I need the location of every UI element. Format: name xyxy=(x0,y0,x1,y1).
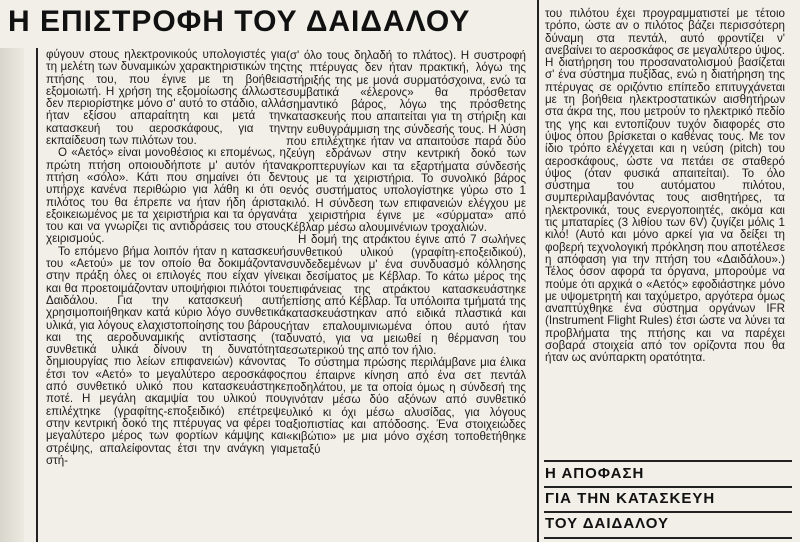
subhead-line-2: ΓΙΑ ΤΗΝ ΚΑΤΑΣΚΕΥΗ xyxy=(545,490,716,507)
paragraph: Το επόμενο βήμα λοιπόν ήταν η κατασκευή του «Αετού» με τον οποίο θα δοκιμάζονταν στην πράξη όλες οι επιλογές που είχαν γίνει και θα προετοιμάζονταν υποψήφιοι πιλότοι του Δαιδάλου. Για την κατασκευή αυτή χρησιμοποιήθηκαν κατά κύριο λόγο συνθετικά υλικά, για λόγους ελαχιστοποίησης του βάρους και της αεροδυναμικής αντίστασης (τα συνθετικά υλικά δίνουν τη δυνατότητα δημιουργίας πιο λείων επιφανειών) κάνοντας έτσι τον «Αετό» το μεγαλύτερο αεροσκάφος από συνθετικό υλικό που κατασκευάστηκε ποτέ. Η μεγάλη ακαμψία του υλικού που επιλέχτηκε (γραφίτης-εποξειδικό) επέτρεψε στην κεντρική δοκό της πτέρυγας να φέρει το μεγαλύτερο μέρος των φορτίων κάμψης και στρέψης, απαλείφοντας έτσι την ανάγκη για στή- xyxy=(46,244,286,467)
article-column-1 xyxy=(46,49,286,467)
headline: Η ΕΠΙΣΤΡΟΦΗ ΤΟΥ ΔΑΙΔΑΛΟΥ xyxy=(8,5,471,38)
paragraph: φύγουν στους ηλεκτρονικούς υπολογιστές για τη μελέτη των δυναμικών χαρακτηριστικών της πτήσης του, που έγινε με τη βοήθεια εξομοιωτή. Η χρήση της εξομοίωσης άλλωστε δεν περιορίστηκε μόνο σ' αυτό το στάδιο, αλλά ήταν εξίσου απαραίτητη και μετά την κατασκευή του αεροσκάφους, για την εκπαίδευση των πιλότων του. xyxy=(46,48,286,148)
article-column-3 xyxy=(545,8,785,365)
subhead-rule-bottom xyxy=(544,537,792,539)
paragraph: Το σύστημα πρώσης περιλάμβανε μια έλικα που έπαιρνε κίνηση από ένα σετ πεντάλ ποδηλάτου, με τα οποία όμως η σύνδεσή της γινόταν μέσω δύο αξόνων από συνθετικό υλικό κι όχι μέσω αλυσίδας, για λόγους αξιοπιστίας και απόδοσης. Ένα στοιχειώδες «κιβώτιο» με μια μόνο σχέση τοποθετήθηκε μεταξύ xyxy=(286,356,526,456)
paragraph: Ο «Αετός» είναι μονοθέσιος κι επομένως, η πρώτη πτήση οποιουδήποτε μ' αυτόν ήταν πτήση «σόλο». Κάτι που σημαίνει ότι δεν υπήρχε κανένα περιθώριο για λάθη κι ότι ο πιλότος του θα έπρεπε να ήταν ήδη άριστα εξοικειωμένος με τα χειριστήρια και τα όργανά του και να γνωρίζει τις αντιδράσεις του στους χειρισμούς. xyxy=(46,146,286,246)
page-margin xyxy=(0,48,24,542)
column-rule-right xyxy=(537,0,539,542)
subhead-line-1: Η ΑΠΟΦΑΣΗ xyxy=(545,465,645,482)
subhead-rule-top xyxy=(544,460,792,462)
column-rule-left xyxy=(36,48,38,542)
paragraph: Η δομή της ατράκτου έγινε από 7 σωλήνες συνθετικού υλικού (γραφίτη-εποξειδικού), συνδεδεμένων μ' ένα συνδυασμό κόλλησης και δεσίματος με Κέβλαρ. Το κάτω μέρος της επιφάνειας της ατράκτου κατασκευάστηκε επίσης από Κέβλαρ. Τα υπόλοιπα τμήματά της κατασκευάστηκαν από ειδικά πλαστικά και ήταν επαλουμινιωμένα όπου αυτό ήταν δυνατό, για να μειωθεί η θέρμανση του εσωτερικού της από τον ήλιο. xyxy=(286,233,526,358)
article-column-2 xyxy=(286,50,526,456)
subhead-line-3: ΤΟΥ ΔΑΙΔΑΛΟΥ xyxy=(545,515,670,532)
paragraph: του πιλότου έχει προγραμματιστεί με τέτοιο τρόπο, ώστε αν ο πιλότος βάζει περισσότερη δύναμη στα πεντάλ, αυτό φροντίζει ν' ανεβαίνει το αεροσκάφος σε μεγαλύτερο ύψος. Η διατήρηση του προσανατολισμού βασίζεται σ' ένα σύστημα πυξίδας, ενώ η διατήρηση της πτέρυγας σε οριζόντιο επίπεδο επιτυγχάνεται με τη βοήθεια ηλεκτροστατικών αισθητήρων στα άκρα της, που μετρούν το ηλεκτρικό πεδίο της γης και εντοπίζουν τυχόν διαφορές στο ύψος όπου βρίσκεται ο καθένας τους. Με τον ίδιο τρόπο ελέγχεται και η νεύση (pitch) του αεροσκάφους, ώστε να πετάει σε σταθερό ύψος (όταν φυσικά απαιτείται). Το όλο σύστημα του αυτόματου πιλότου, συμπεριλαμβανόντας τους αισθητήρες, τα ηλεκτρονικά, τους ενεργοποιητές, ακόμα και τις μπαταρίες (3 λιθίου των 6V) ζυγίζει μόλις 1 κιλό! (Αυτό και μόνο αρκεί για να δείξει τη φοβερή τεχνολογική πρόκληση που αποτέλεσε η απόφαση για την πτήση του «Δαιδάλου».) Τέλος όσον αφορά τα όργανα, μπορούμε να πούμε ότι αρχικά ο «Αετός» εφοδιάστηκε μόνο με υψομετρητή και ταχύμετρο, αργότερα όμως αναπτύχθηκε ένα σύστημα οργάνων IFR (Instrument Flight Rules) έτσι ώστε να λύνει τα προβλήματα της πτήσης και να παρέχει σοβαρά στοιχεία από τον ορίζοντα που θα ήταν ως ανύπαρκτη ορατότητα. xyxy=(545,7,785,365)
paragraph: (σ' όλο τους δηλαδή το πλάτος). Η συστροφή της πτέρυγας δεν ήταν πρακτική, λόγω της στήριξής της με μονά συρματόσχοινα, ενώ τα συμβατικά «έλερονς» θα πρόσθεταν σημαντικό βάρος, λόγω της πρόσθετης κατασκευής που απαιτείται για τη στήριξη και την ευθυγράμμιση της σύνδεσής τους. Η λύση που επιλέχτηκε ήταν να απαιτούσε παρά δύο ζεύγη εδράνων στην κεντρική δοκό των ακροπτερυγίων και τα εξαρτήματα σύνδεσής τους με τα χειριστήρια. Το συνολικό βάρος ενός συστήματος υπολογίστηκε γύρω στο 1 κιλό. Η σύνδεση των επιφανειών ελέγχου με τα χειριστήρια έγινε με «σύρματα» από Κέβλαρ μέσω αλουμινένιων τροχαλιών. xyxy=(286,49,526,235)
